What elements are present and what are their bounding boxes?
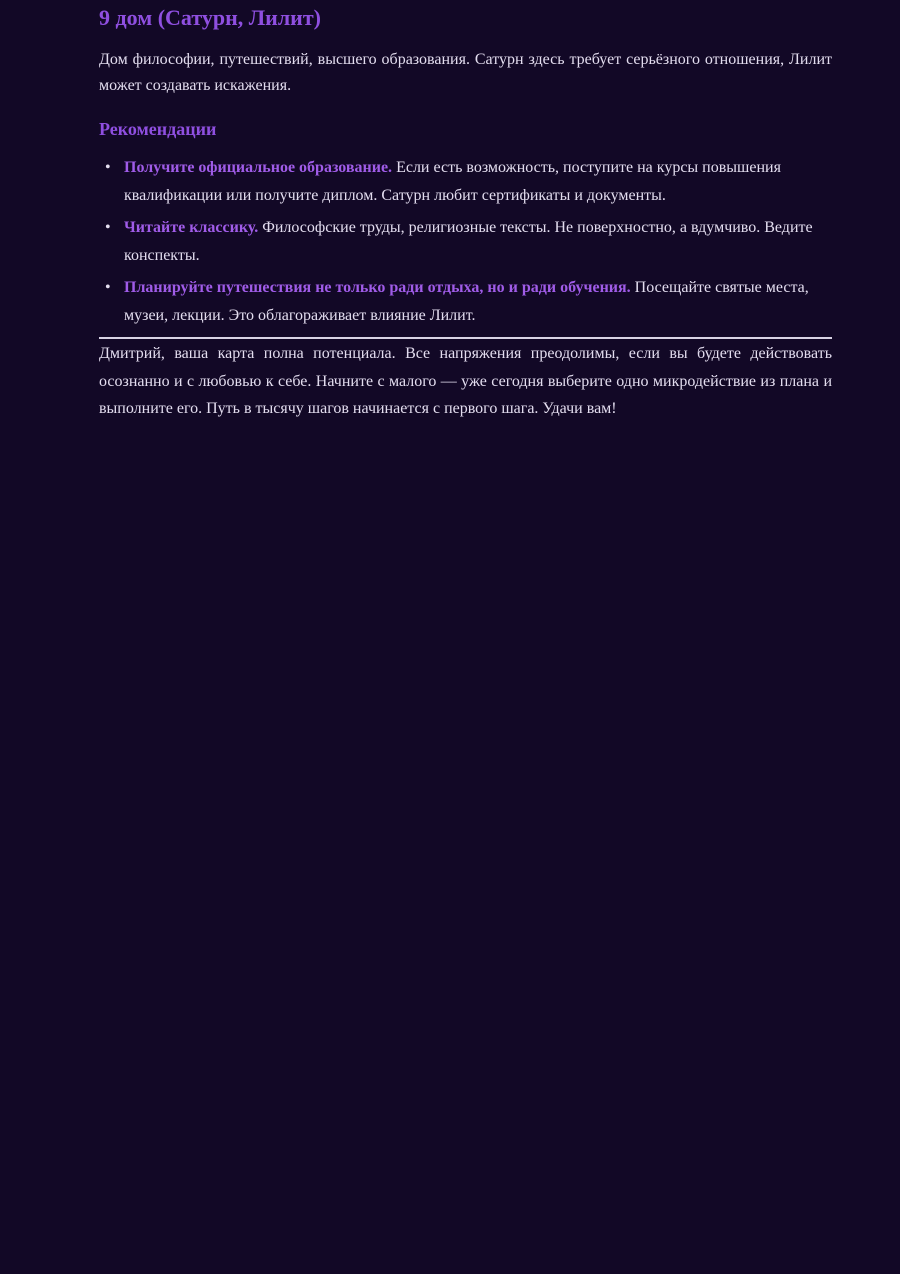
recommendation-lead: Читайте классику. <box>124 219 259 236</box>
recommendation-text: Если есть возможность, поступите на курсы повышения квалификации или получите диплом. Сатурн любит сертификаты и документы. <box>124 159 781 204</box>
recommendation-lead: Планируйте путешествия не только ради отдыха, но и ради обучения. <box>124 279 631 296</box>
section-divider <box>99 337 832 339</box>
recommendation-lead: Получите официальное образование. <box>124 159 393 176</box>
recommendation-item <box>99 214 832 269</box>
bullet-icon: • <box>105 279 111 296</box>
section-intro: Дом философии, путешествий, высшего образования. Сатурн здесь требует серьёзного отношения, Лилит может создавать искажения. <box>99 51 832 94</box>
recommendation-item <box>99 154 832 209</box>
recommendation-text: Философские труды, религиозные тексты. Не поверхностно, а вдумчиво. Ведите конспекты. <box>124 219 813 264</box>
recommendation-text: Посещайте святые места, музеи, лекции. Это облагораживает влияние Лилит. <box>124 279 809 324</box>
closing-paragraph: Дмитрий, ваша карта полна потенциала. Все напряжения преодолимы, если вы будете действовать осознанно и с любовью к себе. Начните с малого — уже сегодня выберите одно микродействие из плана и выполните его. Путь в тысячу шагов начинается с первого шага. Удачи вам! <box>99 345 832 417</box>
bullet-icon: • <box>105 219 111 236</box>
recommendations-list <box>99 154 832 329</box>
recommendation-item <box>99 274 832 329</box>
section-title: 9 дом (Сатурн, Лилит) <box>99 5 321 30</box>
recommendations-title: Рекомендации <box>99 119 217 139</box>
document-content <box>99 0 832 423</box>
bullet-icon: • <box>105 159 111 176</box>
